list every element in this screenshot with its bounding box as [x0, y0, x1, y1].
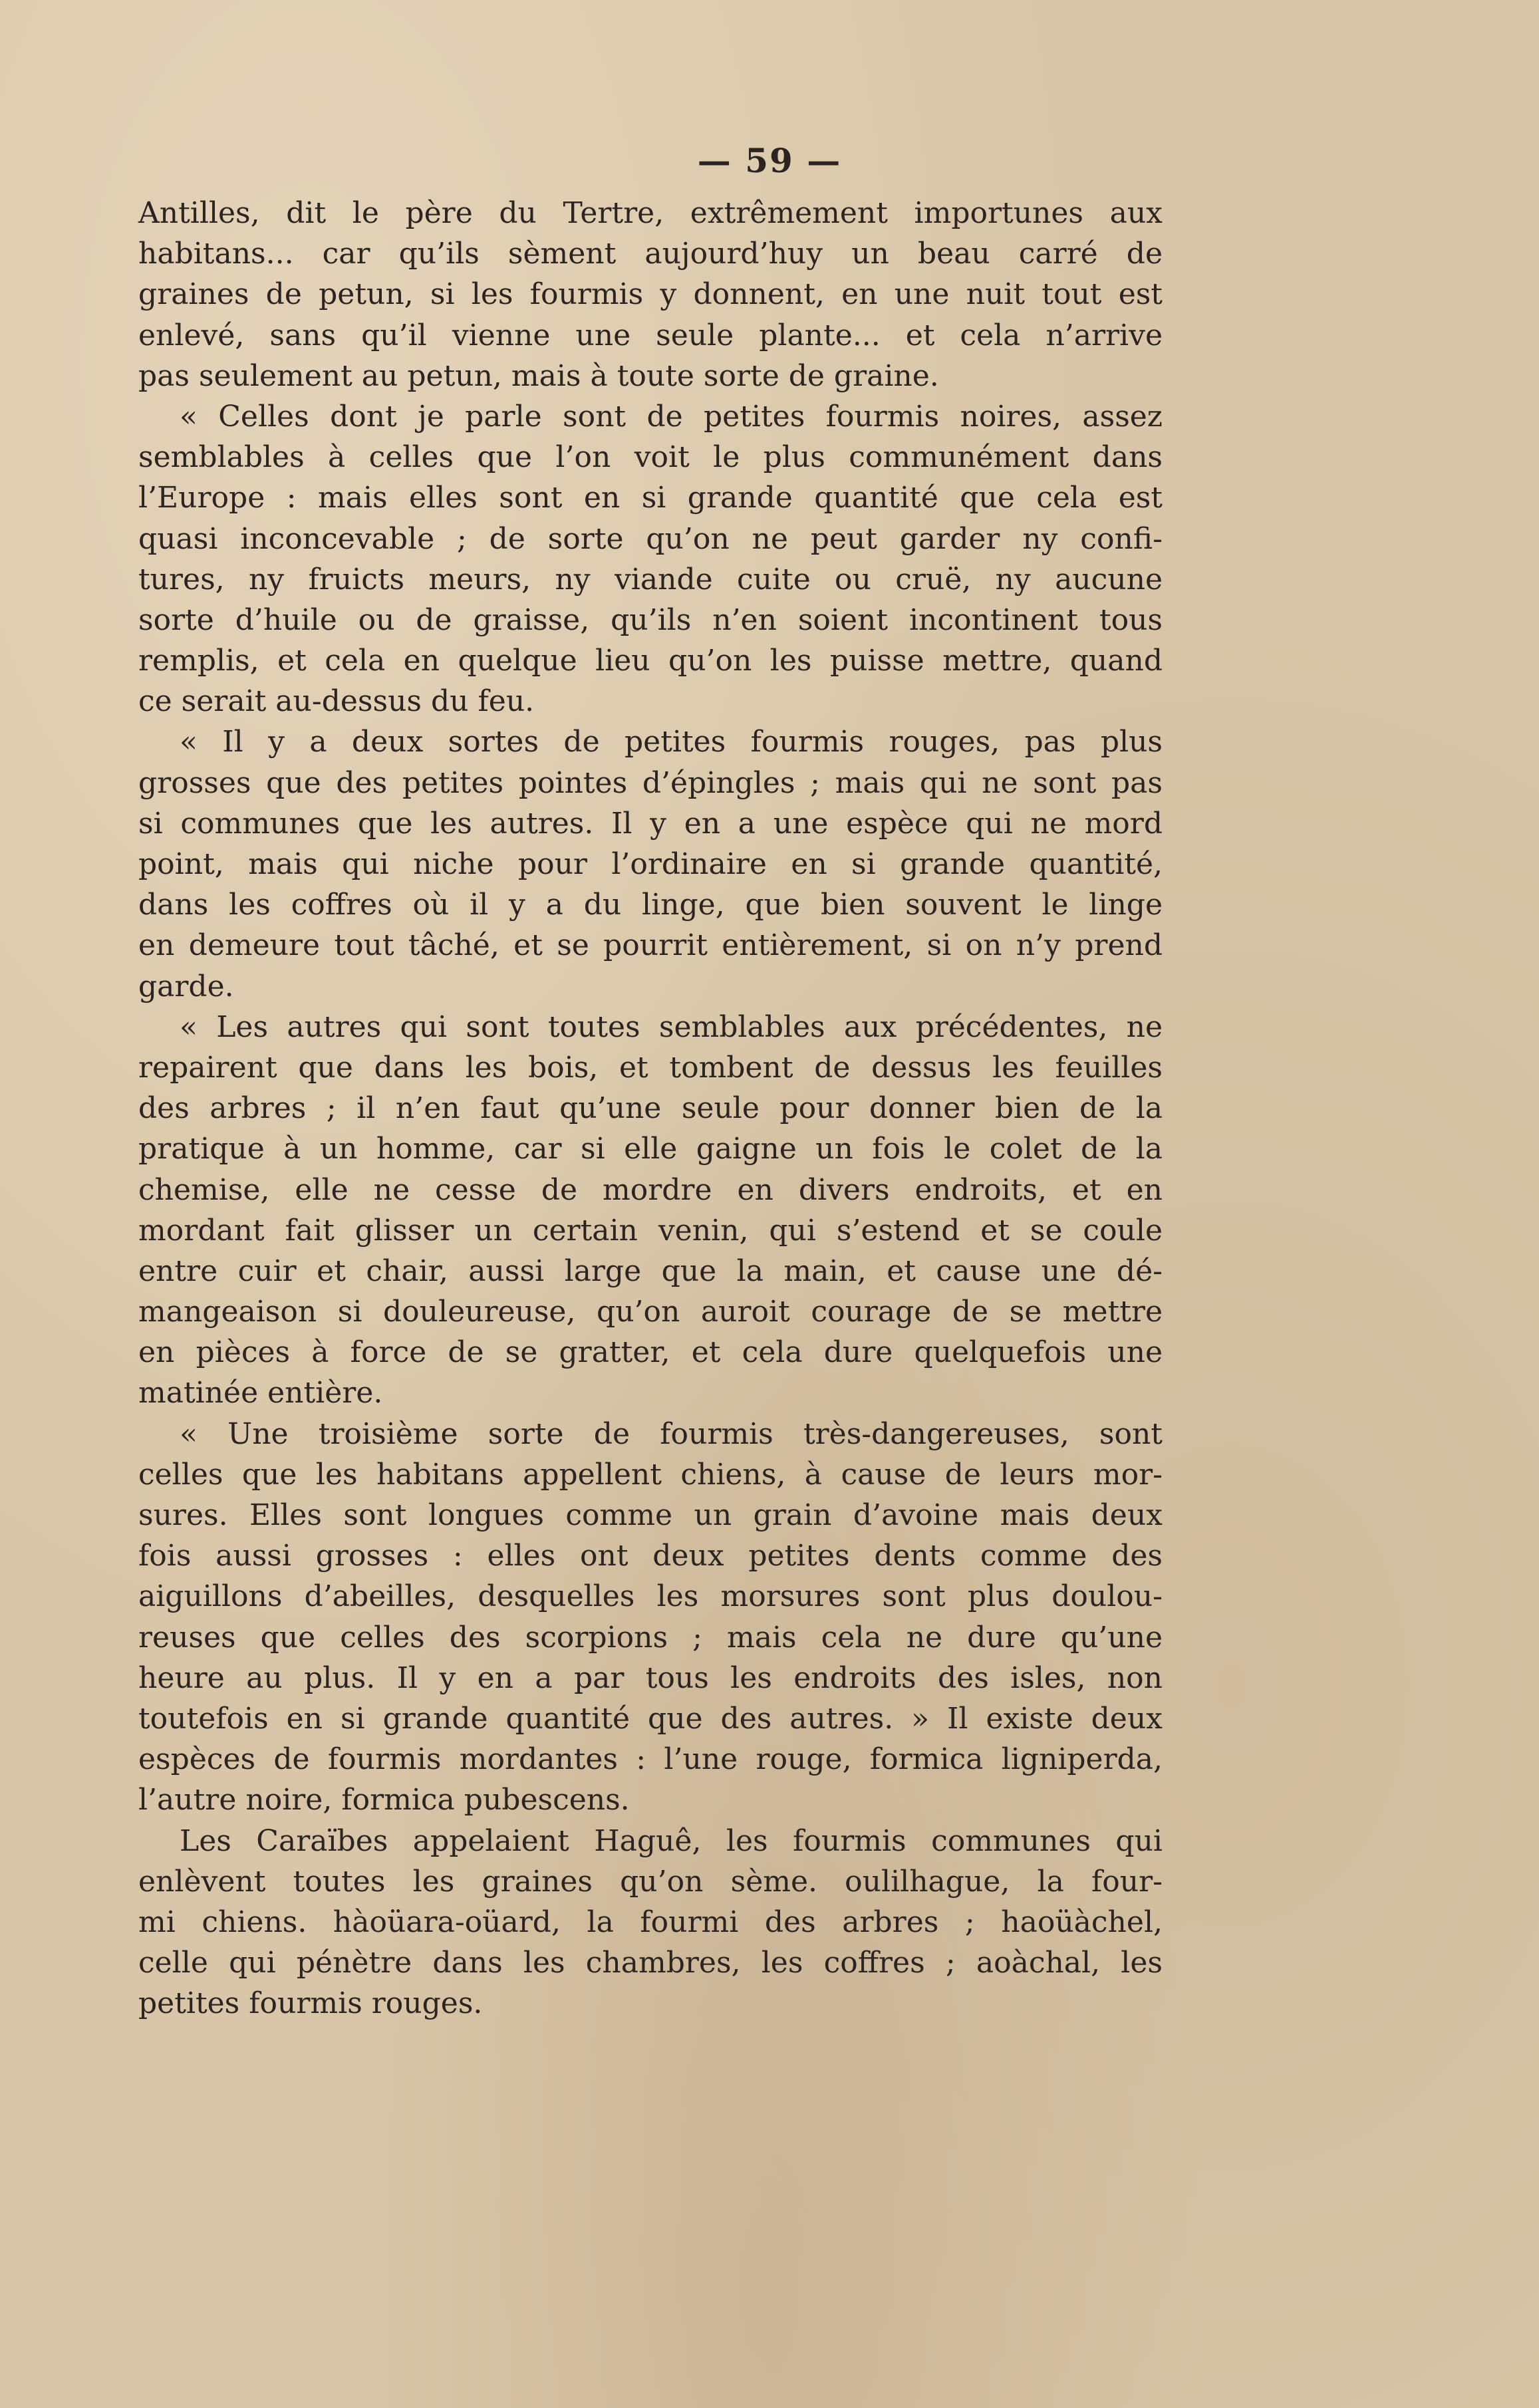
text-line: mordant fait glisser un certain venin, qui s’estend et se coule: [138, 1213, 1163, 1248]
text-line: des arbres ; il n’en faut qu’une seule pour donner bien de la: [138, 1091, 1163, 1126]
text-line: celle qui pénètre dans les chambres, les coffres ; aoàchal, les: [138, 1946, 1163, 1980]
text-line: l’Europe : mais elles sont en si grande quantité que cela est: [138, 481, 1163, 515]
text-line: remplis, et cela en quelque lieu qu’on les puisse mettre, quand: [138, 644, 1163, 678]
text-line: ce serait au-dessus du feu.: [138, 684, 535, 719]
text-line: grosses que des petites pointes d’épingles ; mais qui ne sont pas: [138, 765, 1163, 800]
text-line: celles que les habitans appellent chiens, à cause de leurs mor-: [138, 1457, 1163, 1492]
text-line: garde.: [138, 969, 234, 1003]
text-line: dans les coffres où il y a du linge, que bien souvent le linge: [138, 888, 1163, 922]
text-line: « Celles dont je parle sont de petites fourmis noires, assez: [180, 399, 1163, 434]
text-line: si communes que les autres. Il y en a une espèce qui ne mord: [138, 806, 1163, 841]
text-line: enlèvent toutes les graines qu’on sème. oulilhague, la four-: [138, 1864, 1163, 1899]
text-line: en demeure tout tâché, et se pourrit entièrement, si on n’y prend: [138, 928, 1163, 963]
text-line: habitans... car qu’ils sèment aujourd’huy un beau carré de: [138, 237, 1163, 271]
text-line: point, mais qui niche pour l’ordinaire en si grande quantité,: [138, 847, 1163, 881]
text-line: « Il y a deux sortes de petites fourmis rouges, pas plus: [180, 725, 1163, 759]
text-line: en pièces à force de se gratter, et cela dure quelquefois une: [138, 1335, 1163, 1370]
text-line: pas seulement au petun, mais à toute sorte de graine.: [138, 358, 939, 393]
text-line: graines de petun, si les fourmis y donnent, en une nuit tout est: [138, 277, 1163, 312]
text-line: heure au plus. Il y en a par tous les endroits des isles, non: [138, 1661, 1163, 1695]
text-line: espèces de fourmis mordantes : l’une rouge, formica ligniperda,: [138, 1742, 1163, 1777]
text-line: fois aussi grosses : elles ont deux petites dents comme des: [138, 1539, 1163, 1573]
text-line: pratique à un homme, car si elle gaigne un fois le colet de la: [138, 1132, 1163, 1166]
text-line: matinée entière.: [138, 1376, 383, 1410]
text-line: petites fourmis rouges.: [138, 1986, 483, 2021]
text-line: aiguillons d’abeilles, desquelles les morsures sont plus doulou-: [138, 1579, 1163, 1614]
text-line: toutefois en si grande quantité que des autres. » Il existe deux: [138, 1701, 1163, 1736]
text-line: sures. Elles sont longues comme un grain d’avoine mais deux: [138, 1498, 1163, 1532]
body-text: [138, 193, 1163, 2024]
text-line: Les Caraïbes appelaient Haguê, les fourmis communes qui: [180, 1823, 1163, 1858]
text-line: l’autre noire, formica pubescens.: [138, 1783, 630, 1817]
text-line: semblables à celles que l’on voit le plus communément dans: [138, 440, 1163, 475]
text-line: repairent que dans les bois, et tombent de dessus les feuilles: [138, 1050, 1163, 1085]
text-line: Antilles, dit le père du Tertre, extrêmement importunes aux: [138, 196, 1163, 230]
text-line: « Une troisième sorte de fourmis très-dangereuses, sont: [180, 1416, 1163, 1451]
text-line: reuses que celles des scorpions ; mais cela ne dure qu’une: [138, 1620, 1163, 1655]
text-line: chemise, elle ne cesse de mordre en divers endroits, et en: [138, 1172, 1163, 1207]
text-line: enlevé, sans qu’il vienne une seule plante... et cela n’arrive: [138, 318, 1163, 352]
text-line: quasi inconcevable ; de sorte qu’on ne peut garder ny confi-: [138, 521, 1163, 556]
page-number: — 59 —: [697, 141, 842, 180]
text-line: mangeaison si douleureuse, qu’on auroit courage de se mettre: [138, 1295, 1163, 1329]
text-line: tures, ny fruicts meurs, ny viande cuite ou cruë, ny aucune: [138, 562, 1163, 597]
text-line: « Les autres qui sont toutes semblables aux précédentes, ne: [180, 1009, 1163, 1044]
text-line: entre cuir et chair, aussi large que la main, et cause une dé-: [138, 1254, 1163, 1288]
text-line: mi chiens. hàoüara-oüard, la fourmi des arbres ; haoüàchel,: [138, 1905, 1163, 1939]
text-line: sorte d’huile ou de graisse, qu’ils n’en soient incontinent tous: [138, 602, 1163, 637]
